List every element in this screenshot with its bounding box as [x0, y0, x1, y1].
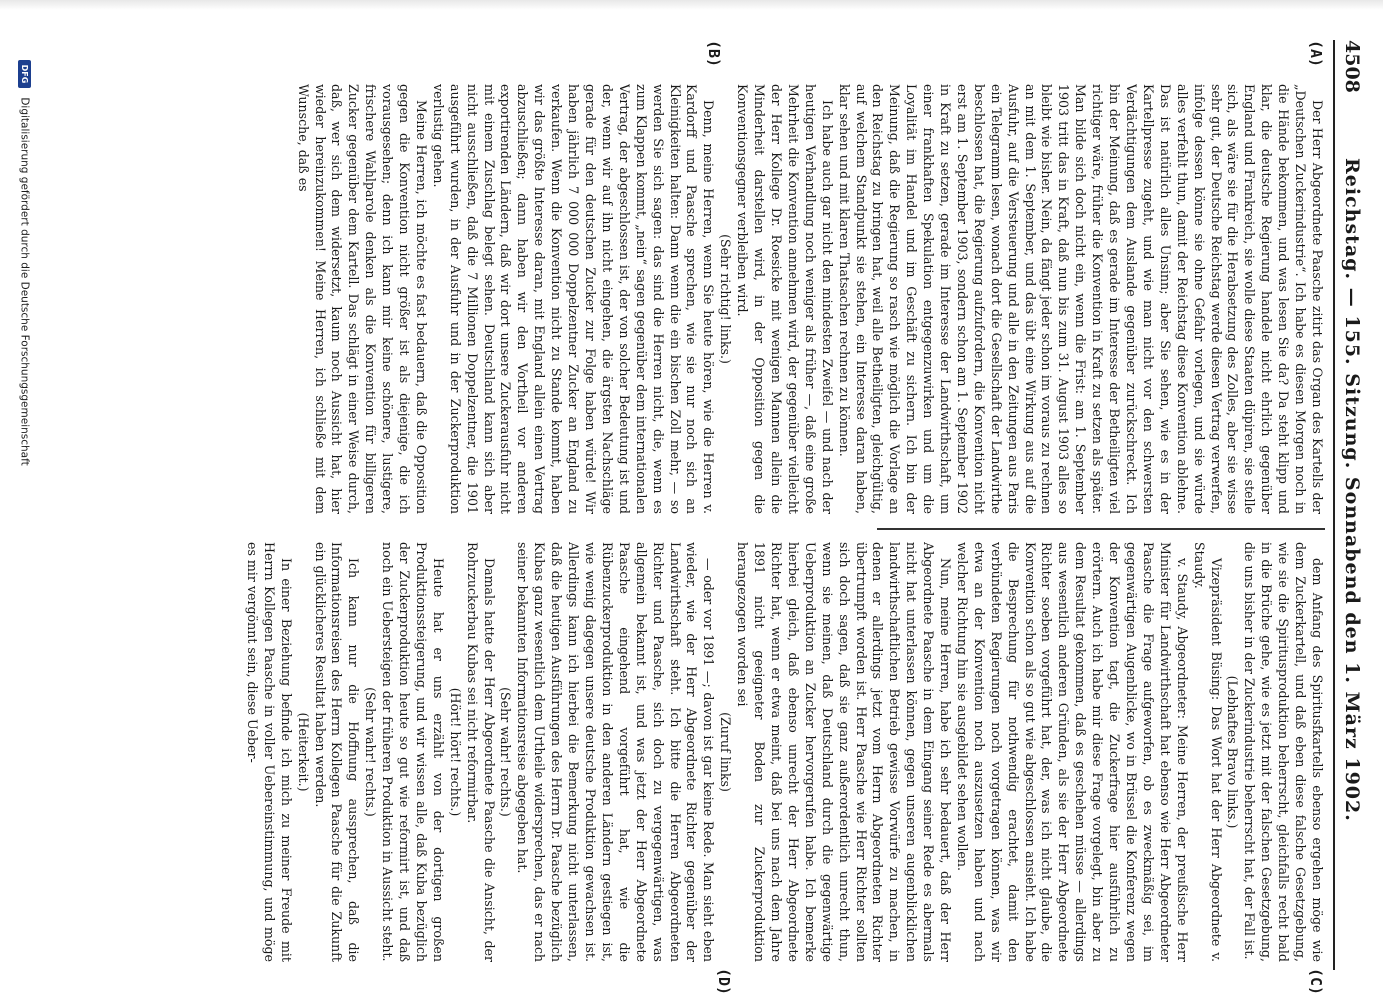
column-divider [877, 528, 1325, 530]
text-column-right [243, 542, 1325, 962]
paragraph: v. Staudy, Abgeordneter: Meine Herren, der preußische Herr Minister für Landwirthschaft hat ebenso wie Herr Abgeordneter Paasche die Frage aufgeworfen, ob es zweckmäßig sei, im gegenwärtigen Augenblicke, wo in Brüssel die Konferenz wegen der Konvention tagt, die Zuckerfrage hier ausführlich zu erörtern. Auch ich habe mir diese Frage vorgelegt, bin aber zu dem Resultat gekommen, daß es geschehen müsse — allerdings aus wesentlich anderen Gründen, als sie der Herr Abgeordnete Richter soeben vorgeführt hat, der, was ich nicht glaube, die Konvention schon als so gut wie abgeschlossen ansieht. Ich habe die Besprechung für nothwendig erachtet, damit den verbündeten Regierungen noch vorgetragen können, was wir etwa an der Konvention noch auszusetzen haben und nach welcher Richtung hin sie ausgebildet sehen wollen. [954, 542, 1190, 962]
paragraph: Meine Herren, ich möchte es fast bedauern, daß die Opposition gegen die Konvention nicht größer ist als diejenige, die ich vorausgesehen; denn ich kann mir keine schönere, lustigere, frischere Wahlparole denken als die Konvention für billigeren Zucker gegenüber dem Kartell. Das schlägt in einer Weise durch, daß, wer sich dem widersetzt, kaum noch Aussicht hat, hier wieder hereinzukommen! Meine Herren, ich schließe mit dem Wunsche, daß es [295, 84, 429, 514]
running-title: Reichstag. — 155. Sitzung. Sonnabend den 1. März 1902. [1341, 158, 1363, 822]
paragraph: Ich habe auch gar nicht den mindesten Zweifel — und nach der heutigen Verhandlung noch weniger als früher —, daß eine große Mehrheit die Konvention annehmen wird, der gegenüber vielleicht der Herr Kollege Dr. Roesicke mit wenigen Mannen allein die Minderheit darstellen wird, in der Opposition gegen die Konventionsgegner verbleiben wird. [735, 84, 835, 514]
scan-edge-shadow [0, 0, 1383, 10]
paragraph: In einer Beziehung befinde ich mich zu meiner Freude mit Herrn Kollegen Paasche in voller Uebereinstimmung, und möge es mir vergönnt sein, diese Ueber- [244, 542, 294, 962]
margin-mark-a: (A) [1307, 40, 1325, 68]
paragraph: (Sehr wahr! rechts.) [363, 687, 379, 817]
paragraph: Heute hat er uns erzählt von der dortigen großen Produktionssteigerung, und wir wissen alle, daß Kuba bezüglich der Zuckerproduktion heute so gut wie reformirt ist, und daß noch ein Uebersteigen der früheren Produktion in Aussicht steht. [380, 542, 446, 962]
paragraph: Denn, meine Herren, wenn Sie heute hören, wie die Herren v. Kardorff und Paasche sprechen, wie sie nur noch sich an Kleinigkeiten halten: Dann wenn die ein bischen Zoll mehr, — so werden Sie sich sagen: das sind die Herren nicht, die, wenn es zum Klappen kommt, „nein“ sagen gegenüber dem internationalen Vertrag, der abgeschlossen ist, der von solcher Bedeutung ist und der, wenn wir auf ihn nicht eingehen, die ärgsten Nachschläge gerade für den deutschen Zucker zur Folge haben würde! Wir haben jährlich 7 000 000 Doppelzentner Zucker an England zu verkaufen. Wenn die Konvention nicht zu Stande kommt, haben wir das größte Interesse daran, mit England allein einen Vertrag abzuschließen; dann haben wir den Vortheil vor anderen exportirenden Ländern, daß wir dort unsere Zuckerausfuhr nicht mit einem Zuschlag belegt sehen. Deutschland kann sich aber nicht ausschließen, daß die 7 Millionen Doppelzentner, die 1901 ausgeführt wurden, in der Ausfuhr und in der Zuckerproduktion verlustig gehen. [430, 84, 717, 514]
text-column-left [294, 84, 1325, 514]
paragraph: Damals hatte der Herr Abgeordnete Paasche die Ansicht, der Rohrzuckerbau Kubas sei nicht reformirbar. [464, 542, 497, 962]
paragraph: dem Anfang des Spiritusfkartells ebenso ergehen möge wie dem Zuckerkartell, und daß eben diese falsche Gesetzgebung, wie sie die Spiritusproduktion beherrscht, gleichfalls recht bald in die Brüche gehe, wie es jetzt mit der falschen Gesetzgebung, die uns bisher in der Zuckerindustrie beherrscht hat, der Fall ist. [1242, 542, 1325, 962]
page-header [1337, 40, 1365, 970]
footer-credit: Digitalisierung gefördert durch die Deutsche Forschungsgemeinschaft [18, 97, 31, 466]
paragraph: (Heiterkeit.) [295, 712, 311, 792]
page-number: 4508 [1341, 40, 1363, 93]
paragraph: (Sehr richtig! links.) [718, 234, 734, 364]
paragraph: Vizepräsident Büsing: Das Wort hat der Herr Abgeordnete v. Staudy. [1191, 542, 1224, 962]
header-rule [1333, 40, 1335, 970]
paragraph: Der Herr Abgeordnete Paasche zitirt das Organ des Kartells der „Deutschen Zuckerindustrie“. Ich habe es diesen Morgen noch in die Hände bekommen, und was lesen Sie da? Da steht klipp und klar, die deutsche Regierung handele nicht ehrlich gegenüber England und Frankreich, sie wolle diese Staaten düpiren, sie stelle sich, als wäre sie für die Herabsetzung des Zolles, aber sie wisse sehr gut, der Deutsche Reichstag werde diesen Vertrag verwerfen, infolge dessen könne sie ohne Gefahr vorlegen, und sie würde alles verfehlt thun, damit der Reichstag diese Konvention ablehne. Das ist natürlich alles Unsinn; aber Sie sehen, wie es in der Kartellpresse zugeht, und wie man nicht vor den schwersten Verdächtigungen dem Auslande gegenüber zurückschreckt. Ich bin der Meinung, daß es gerade im Interesse der Betheiligten viel richtiger wäre, früher die Konvention in Kraft zu setzen als später. Man bilde sich doch nicht ein, wenn die Frist: am 1. September 1903 tritt das in Kraft, daß nun bis zum 31. August 1903 alles so bleibt wie bisher. Nein, da fängt jeder schon im voraus zu rechnen an mit dem 1. September, und das übt eine Wirkung aus auf die Ausfuhr, auf die Versteuerung und alle in den Zeitungen aus Paris ein Telegramm lesen, wonach dort die Gesellschaft der Landwirthe beschlossen hat, die Regierung aufzufordern, die Konvention nicht erst am 1. September 1903, sondern schon am 1. September 1902 in Kraft zu setzen, gerade im Interesse der Landwirthschaft, um einer frankhaften Spekulation entgegenzuwirken und um die Loyalität im Handel und im Geschäft zu sichern. Ich bin der Meinung, daß die Regierung so rasch wie möglich die Vorlage an den Reichstag zu bringen hat, weil alle Betheiligten, gleichgültig, auf welchem Standpunkt sie stehen, ein Interesse daran haben, klar sehen und mit klaren Thatsachen rechnen zu können. [836, 84, 1325, 514]
margin-mark-d: (D) [715, 968, 733, 996]
paragraph: (Zuruf links) [718, 712, 734, 792]
paragraph: Nun, meine Herren, habe ich sehr bedauert, daß der Herr Abgeordnete Paasche in dem Eingang seiner Rede es abermals nicht hat unterlassen können, gegen unseren augenblicklichen landwirthschaftlichen Betrieb gewisse Vorwürfe zu machen, in denen er allerdings jetzt vom Herrn Abgeordneten Richter übertrumpft worden ist. Herr Paasche wie Herr Richter sollten sich doch sagen, daß sie ganz außerordentlich unrecht thun, wenn sie meinen, daß Deutschland durch die gegenwärtige Ueberproduktion an Zucker hervorgerufen habe. Ich bemerke hierbei gleich, daß ebenso unrecht der Herr Abgeordnete Richter hat, wenn er etwa meint, daß bei uns nach dem Jahre 1891 nicht geeigneter Boden zur Zuckerproduktion herangezogen worden sei [735, 542, 954, 962]
paragraph: (Sehr wahr! rechts.) [498, 687, 514, 817]
paragraph: (Hört! hört! rechts.) [447, 687, 463, 817]
paragraph: (Lebhaftes Bravo links.) [1225, 675, 1241, 829]
paragraph: — oder vor 1891 —; davon ist gar keine Rede. Man sieht eben wieder, wie der Herr Abgeordnete Richter gegenüber der Landwirthschaft steht. Ich bitte die Herren Abgeordneten Richter und Paasche, sich doch zu vergegenwärtigen, was allgemein bekannt ist, und was jetzt der Herr Abgeordnete Paasche eingehend vorgeführt hat, wie die Rübenzuckerproduktion in den anderen Ländern gestiegen ist, wie wenig dagegen unsere deutsche Produktion gewachsen ist. Allerdings kann ich hierbei die Bemerkung nicht unterlassen, daß die heutigen Ausführungen des Herrn Dr. Paasche bezüglich Kubas ganz wesentlich dem Urtheile widersprechen, das er nach seiner bekannten Informationsreise abgegeben hat. [515, 542, 717, 962]
paragraph: Ich kann nur die Hoffnung aussprechen, daß die Informationsreisen des Herrn Kollegen Paasche für die Zukunft ein glücklicheres Resultat haben werden. [312, 542, 362, 962]
margin-mark-b: (B) [705, 40, 723, 68]
dfg-logo: DFG [18, 60, 31, 88]
page-footer [9, 60, 31, 920]
margin-mark-c: (C) [1307, 968, 1325, 996]
